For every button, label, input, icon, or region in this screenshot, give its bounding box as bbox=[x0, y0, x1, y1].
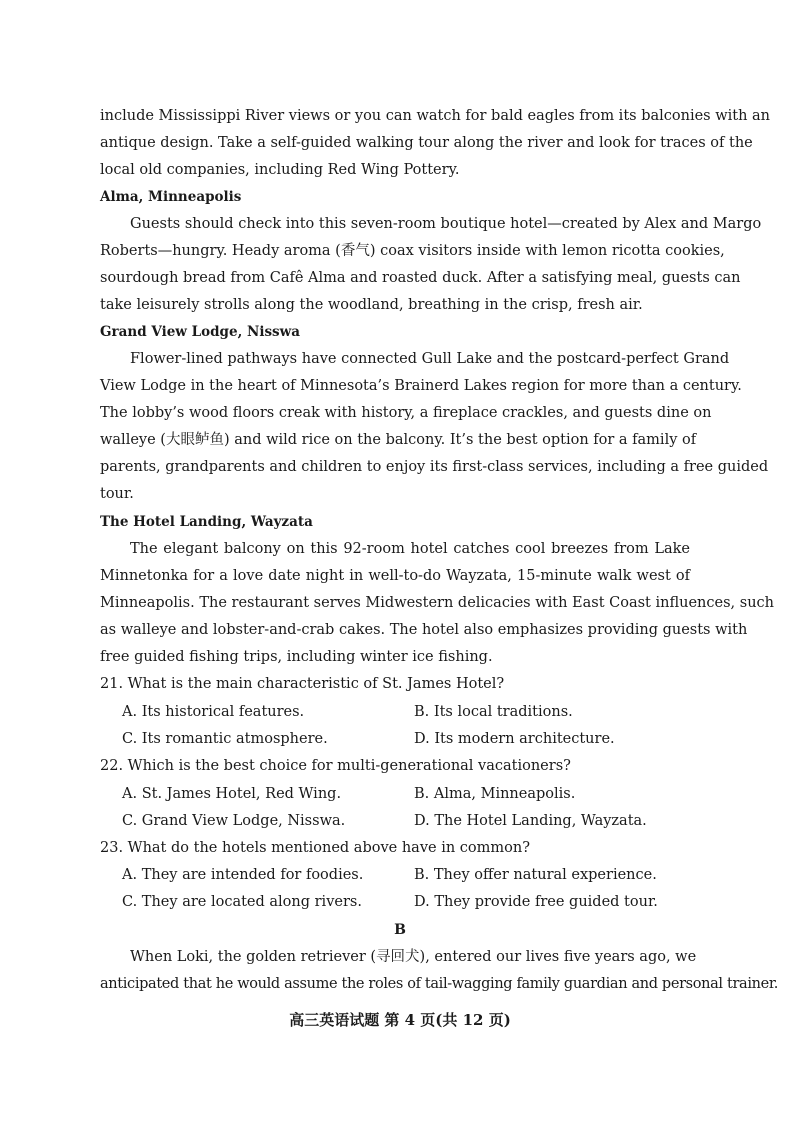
answer-option[interactable]: D. Its modern architecture. bbox=[414, 731, 615, 747]
answer-option[interactable]: C. Grand View Lodge, Nisswa. bbox=[122, 813, 346, 829]
paragraph-line: tour. bbox=[100, 486, 134, 502]
paragraph-line: walleye (大眼鲈鱼) and wild rice on the balcony. It’s the best option for a family of bbox=[100, 432, 697, 448]
paragraph-line: View Lodge in the heart of Minnesota’s Brainerd Lakes region for more than a century. bbox=[100, 378, 742, 394]
intro-line: local old companies, including Red Wing Pottery. bbox=[100, 162, 460, 178]
paragraph-line: anticipated that he would assume the roles of tail-wagging family guardian and personal trainer. bbox=[100, 976, 779, 992]
hotel-heading: Grand View Lodge, Nisswa bbox=[100, 324, 301, 340]
question-stem: 22. Which is the best choice for multi-generational vacationers? bbox=[100, 758, 571, 774]
paragraph-line: The lobby’s wood floors creak with history, a fireplace crackles, and guests dine on bbox=[100, 405, 712, 421]
paragraph-line: free guided fishing trips, including winter ice fishing. bbox=[100, 649, 493, 665]
paragraph-line: Flower-lined pathways have connected Gull Lake and the postcard-perfect Grand bbox=[130, 351, 730, 367]
paragraph-line: Guests should check into this seven-room boutique hotel—created by Alex and Margo bbox=[130, 216, 762, 232]
paragraph-line: Minnetonka for a love date night in well-to-do Wayzata, 15-minute walk west of bbox=[100, 568, 690, 584]
paragraph-line: The elegant balcony on this 92-room hotel catches cool breezes from Lake bbox=[130, 541, 690, 557]
answer-option[interactable]: C. Its romantic atmosphere. bbox=[122, 731, 328, 747]
answer-option[interactable]: C. They are located along rivers. bbox=[122, 894, 362, 910]
question-stem: 23. What do the hotels mentioned above have in common? bbox=[100, 840, 530, 856]
hotel-heading: The Hotel Landing, Wayzata bbox=[100, 514, 313, 530]
intro-line: antique design. Take a self-guided walking tour along the river and look for traces of the bbox=[100, 135, 753, 151]
answer-option[interactable]: D. They provide free guided tour. bbox=[414, 894, 658, 910]
answer-option[interactable]: A. St. James Hotel, Red Wing. bbox=[122, 786, 342, 802]
answer-option[interactable]: D. The Hotel Landing, Wayzata. bbox=[414, 813, 647, 829]
section-label: B bbox=[394, 922, 406, 938]
page-footer: 高三英语试题 第 4 页(共 12 页) bbox=[289, 1011, 511, 1029]
paragraph-line: parents, grandparents and children to enjoy its first-class services, including a free guided bbox=[100, 459, 769, 475]
paragraph-line: Roberts—hungry. Heady aroma (香气) coax visitors inside with lemon ricotta cookies, bbox=[100, 243, 725, 259]
answer-option[interactable]: A. Its historical features. bbox=[122, 704, 305, 720]
answer-option[interactable]: B. Alma, Minneapolis. bbox=[414, 786, 576, 802]
answer-option[interactable]: B. Its local traditions. bbox=[414, 704, 573, 720]
paragraph-line: When Loki, the golden retriever (寻回犬), entered our lives five years ago, we bbox=[130, 949, 697, 965]
paragraph-line: as walleye and lobster-and-crab cakes. The hotel also emphasizes providing guests with bbox=[100, 622, 748, 638]
question-stem: 21. What is the main characteristic of St. James Hotel? bbox=[100, 676, 505, 692]
paragraph-line: take leisurely strolls along the woodland, breathing in the crisp, fresh air. bbox=[100, 297, 643, 313]
intro-line: include Mississippi River views or you can watch for bald eagles from its balconies with an bbox=[100, 108, 771, 124]
answer-option[interactable]: B. They offer natural experience. bbox=[414, 867, 657, 883]
hotel-heading: Alma, Minneapolis bbox=[100, 189, 242, 205]
paragraph-line: sourdough bread from Cafê Alma and roasted duck. After a satisfying meal, guests can bbox=[100, 270, 741, 286]
paragraph-line: Minneapolis. The restaurant serves Midwestern delicacies with East Coast influences, such bbox=[100, 595, 774, 611]
answer-option[interactable]: A. They are intended for foodies. bbox=[122, 867, 364, 883]
